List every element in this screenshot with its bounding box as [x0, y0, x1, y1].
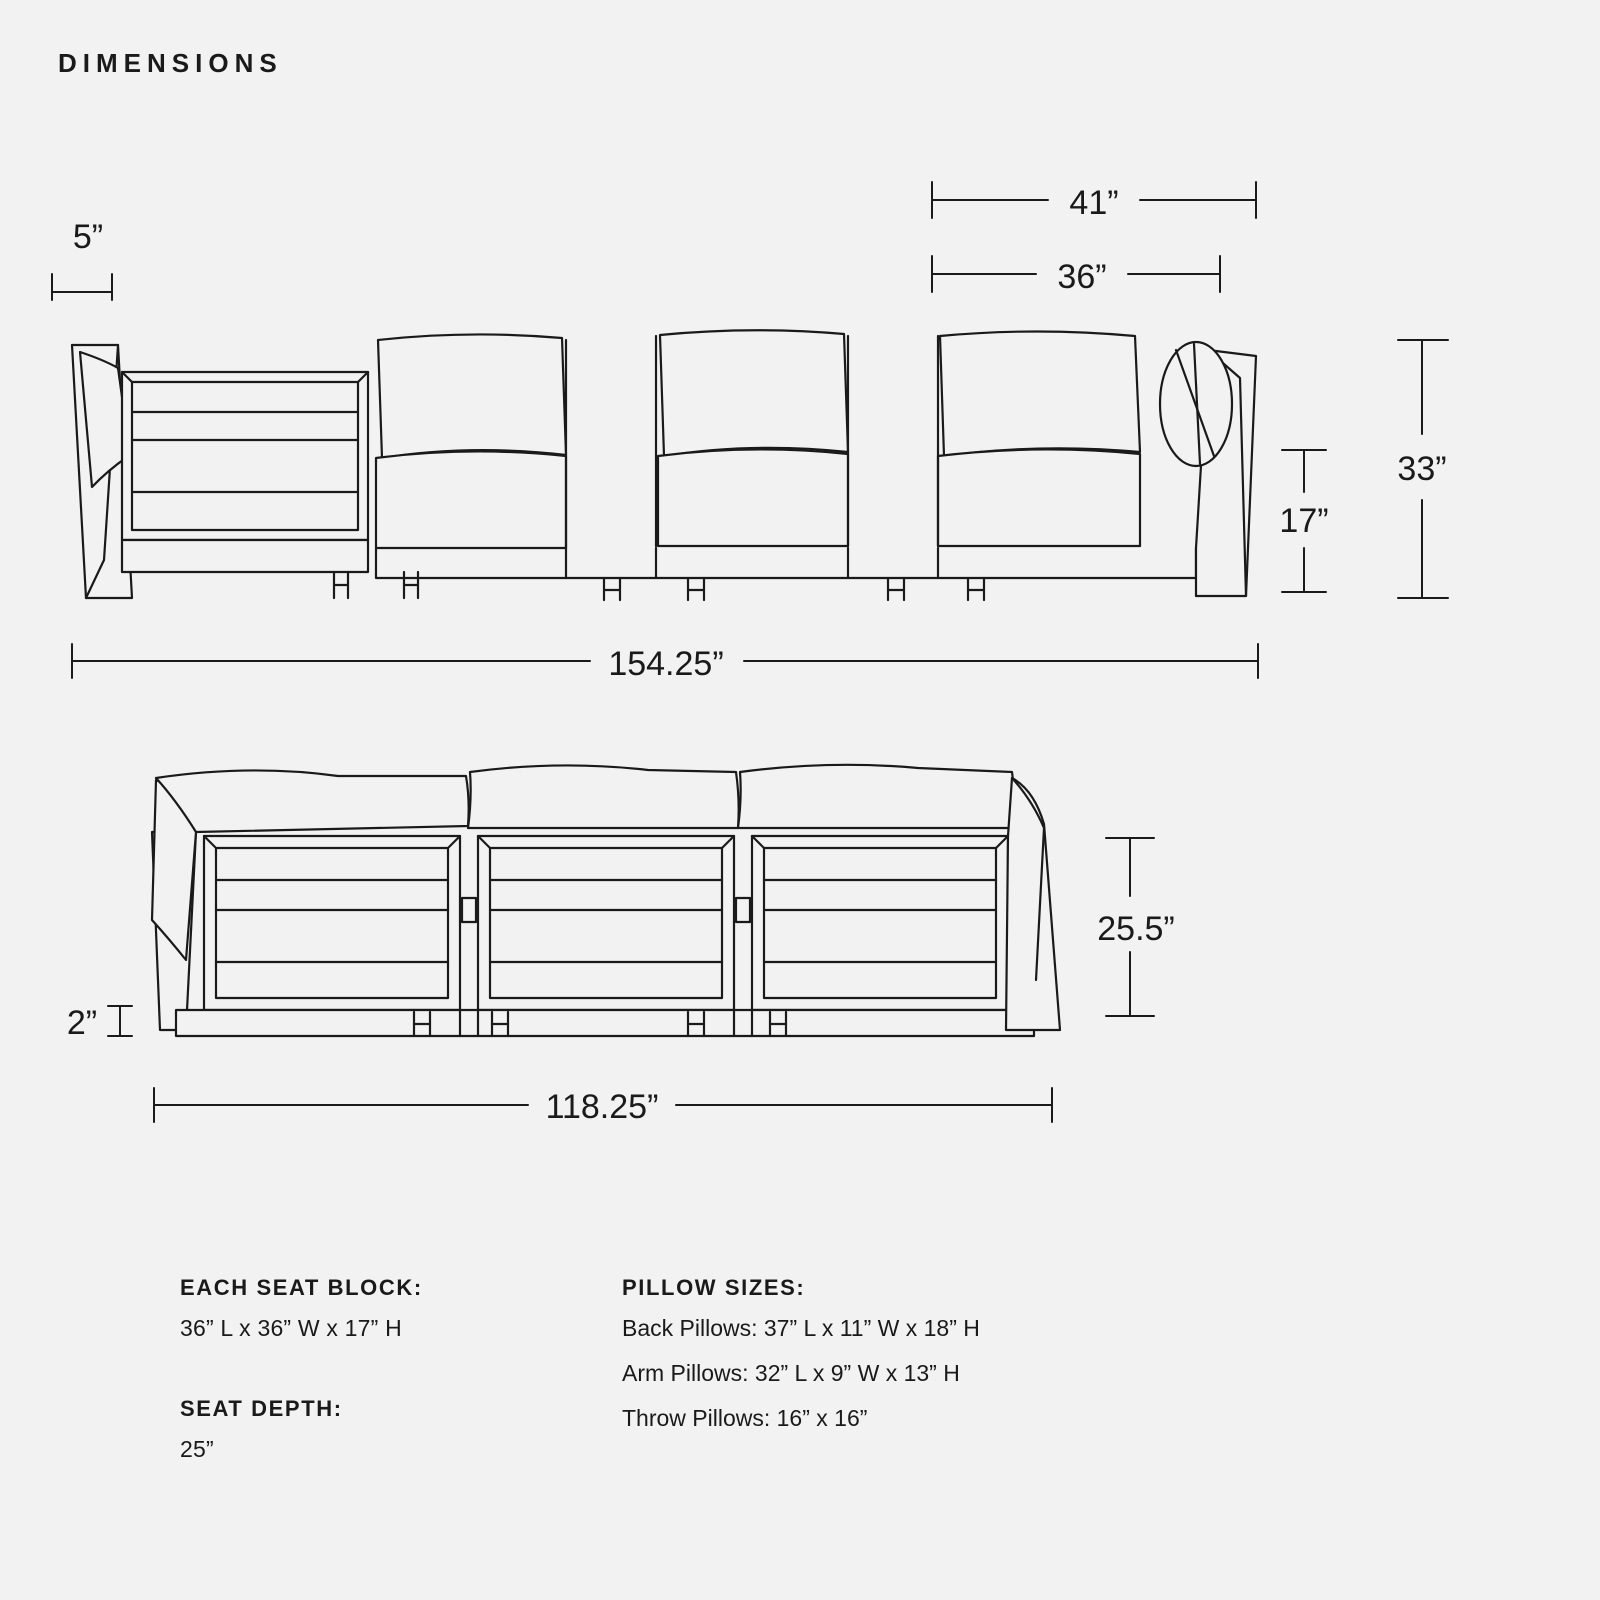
top-view-sofa — [152, 765, 1060, 1036]
label-overall-length: 154.25” — [608, 645, 724, 683]
seat-block-heading: EACH SEAT BLOCK: — [180, 1275, 423, 1300]
page-title: DIMENSIONS — [58, 48, 283, 78]
pillow-sizes-heading: PILLOW SIZES: — [622, 1275, 806, 1300]
specs-column-left — [180, 1275, 600, 1473]
label-module: 36” — [1057, 258, 1107, 296]
seat-depth-heading: SEAT DEPTH: — [180, 1396, 343, 1421]
label-leg-height: 2” — [66, 1004, 98, 1042]
label-module-with-arm: 41” — [1069, 184, 1119, 222]
pillow-line-back: Back Pillows: 37” L x 11” W x 18” H — [622, 1315, 980, 1341]
label-depth: 25.5” — [1097, 910, 1175, 948]
pillow-line-arm: Arm Pillows: 32” L x 9” W x 13” H — [622, 1360, 960, 1386]
specs-column-right — [622, 1275, 1182, 1450]
label-overall-width: 118.25” — [545, 1088, 659, 1126]
seat-block-value: 36” L x 36” W x 17” H — [180, 1315, 402, 1341]
label-overall-height: 33” — [1397, 450, 1447, 488]
pillow-line-throw: Throw Pillows: 16” x 16” — [622, 1405, 868, 1431]
front-view-sofa — [72, 330, 1256, 600]
seat-depth-value: 25” — [180, 1436, 214, 1462]
label-seat-height: 17” — [1279, 502, 1329, 540]
label-arm-width: 5” — [72, 218, 104, 256]
